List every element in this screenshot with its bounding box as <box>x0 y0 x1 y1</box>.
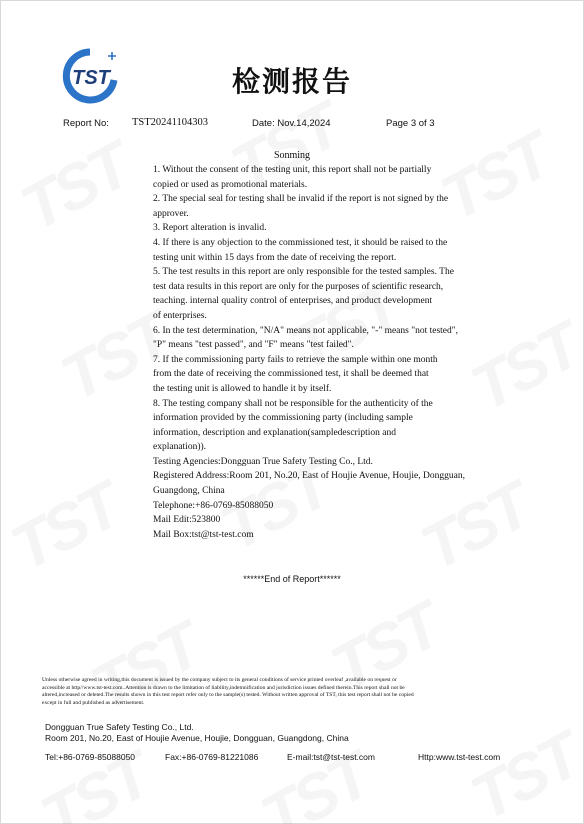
statement-line: from the date of receiving the commissioned test, it shall be deemed that <box>153 369 429 380</box>
disclaimer <box>42 677 542 707</box>
statement-line: Testing Agencies:Dongguan True Safety Testing Co., Ltd. <box>153 456 373 467</box>
disclaimer-line: altered,increased or deleted.The results shown in this test report refer only to the sample(s) tested. Without written approval of TST, this test report shall not be copied <box>42 692 414 699</box>
statement-line: of enterprises. <box>153 310 207 321</box>
statement-line: 7. If the commissioning party fails to retrieve the sample within one month <box>153 354 438 365</box>
footer-fax: Fax:+86-0769-81221086 <box>165 752 259 762</box>
statement-line: 6. In the test determination, "N/A" means not applicable, "-" means "not tested", <box>153 325 459 336</box>
report-no-label: Report No: <box>63 118 109 129</box>
statement-line: information, description and explanation(sampledescription and <box>153 427 396 438</box>
statement-line: the testing unit is allowed to handle it by itself. <box>153 383 332 394</box>
statement-line: Registered Address:Room 201, No.20, East of Houjie Avenue, Houjie, Dongguan, <box>153 471 465 482</box>
company-address: Room 201, No.20, East of Houjie Avenue, Houjie, Dongguan, Guangdong, China <box>45 733 349 743</box>
page-number: Page 3 of 3 <box>386 118 435 129</box>
statement-line: "P" means "test passed", and "F" means "test failed". <box>153 340 354 351</box>
statement-line: Telephone:+86-0769-85088050 <box>153 500 274 511</box>
statement-line: copied or used as promotional materials. <box>153 179 308 190</box>
logo-text: TST <box>72 67 110 89</box>
statement-line: 1. Without the consent of the testing unit, this report shall not be partially <box>153 165 432 175</box>
statement-line: approver. <box>153 208 189 219</box>
statement-line: information provided by the commissioning party (including sample <box>153 413 413 424</box>
footer-web: Http:www.tst-test.com <box>418 752 501 762</box>
statement-body <box>153 163 493 542</box>
statement-line: Mail Box:tst@tst-test.com <box>153 529 254 540</box>
report-title: 检测报告 <box>231 65 352 98</box>
statement-line: 4. If there is any objection to the commissioned test, it should be raised to the <box>153 237 448 248</box>
statement-line: 2. The special seal for testing shall be invalid if the report is not signed by the <box>153 194 449 205</box>
footer-tel: Tel:+86-0769-85088050 <box>45 752 136 762</box>
statement-line: testing unit within 15 days from the date of receiving the report. <box>153 252 397 263</box>
disclaimer-line: except in full and published as advertisement. <box>42 699 145 706</box>
company-name: Dongguan True Safety Testing Co., Ltd. <box>45 722 194 732</box>
statement-line: 3. Report alteration is invalid. <box>153 223 267 234</box>
statement-line: 5. The test results in this report are only responsible for the tested samples. The <box>153 267 454 278</box>
disclaimer-line: Unless otherwise agreed in writing,this document is issued by the company subject to its general conditions of service printed overleaf ,available on request or <box>42 677 397 683</box>
footer-company <box>45 722 349 744</box>
statement-line: test data results in this report are only for the purposes of scientific research, <box>153 281 444 292</box>
statement-line: Mail Edit:523800 <box>153 515 221 526</box>
statement-line: Guangdong, China <box>153 486 225 497</box>
end-of-report: ******End of Report****** <box>243 574 341 584</box>
statement-line: teaching. internal quality control of enterprises, and product development <box>153 296 433 307</box>
section-title: Sonming <box>273 150 311 161</box>
report-date: Date: Nov.14,2024 <box>252 118 331 129</box>
footer-email: E-mail:tst@tst-test.com <box>287 752 375 762</box>
report-no-value: TST20241104303 <box>132 117 209 128</box>
statement-line: 8. The testing company shall not be responsible for the authenticity of the <box>153 398 433 409</box>
disclaimer-line: accessible at http//www.tst-test.com..Attention is drawn to the limitation of liability,indemnification and jurisdiction issues defined therein.This report shall not be <box>42 684 405 691</box>
statement-line: explanation)). <box>153 442 207 453</box>
